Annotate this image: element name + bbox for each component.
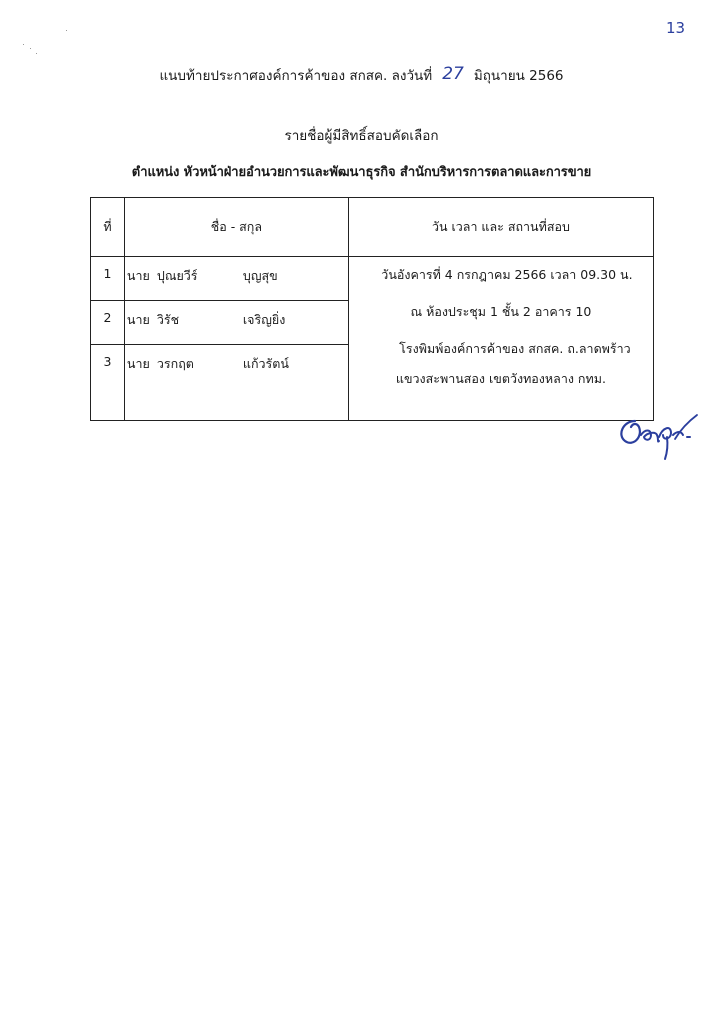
document-title: รายชื่อผู้มีสิทธิ์สอบคัดเลือก <box>284 128 439 144</box>
exam-building: โรงพิมพ์องค์การค้าของ สกสค. ถ.ลาดพร้าว <box>399 341 631 356</box>
name-prefix: นาย <box>126 268 150 283</box>
announcement-day: 27 <box>442 64 464 84</box>
scan-speck <box>66 30 67 31</box>
table-row <box>91 257 654 301</box>
signature-icon <box>613 407 703 463</box>
table-header-row <box>91 198 654 257</box>
name-prefix: นาย <box>126 312 150 327</box>
candidate-name <box>124 345 348 421</box>
annex-text: แนบท้ายประกาศองค์การค้าของ สกสค. ลงวันที่ <box>159 68 433 84</box>
name-prefix: นาย <box>126 356 150 371</box>
page-number: 13 <box>666 19 686 37</box>
candidate-name <box>124 301 348 345</box>
candidate-table <box>90 197 654 421</box>
last-name: แก้วรัตน์ <box>242 356 289 371</box>
first-name: วรกฤต <box>156 356 194 371</box>
annex-header <box>0 64 723 86</box>
row-number: 1 <box>91 257 125 301</box>
first-name: ปุณยวีร์ <box>156 268 198 283</box>
header-name: ชื่อ - สกุล <box>124 198 348 257</box>
header-no: ที่ <box>91 198 125 257</box>
position-title: ตำแหน่ง หัวหน้าฝ่ายอำนวยการและพัฒนาธุรกิจ สำนักบริหารการตลาดและการขาย <box>131 165 592 180</box>
scan-speck <box>30 48 31 49</box>
exam-date-time: วันอังคารที่ 4 กรกฎาคม 2566 เวลา 09.30 น. <box>381 267 633 282</box>
last-name: เจริญยิ่ง <box>242 312 286 327</box>
row-number: 2 <box>91 301 125 345</box>
exam-district: แขวงสะพานสอง เขตวังทองหลาง กทม. <box>395 371 606 386</box>
exam-details <box>348 257 653 421</box>
exam-room: ณ ห้องประชุม 1 ชั้น 2 อาคาร 10 <box>410 304 592 319</box>
row-number: 3 <box>91 345 125 421</box>
last-name: บุญสุข <box>242 268 278 283</box>
first-name: วิรัช <box>156 312 180 327</box>
candidate-name <box>124 257 348 301</box>
announcement-month-year: มิถุนายน 2566 <box>473 68 564 84</box>
header-exam: วัน เวลา และ สถานที่สอบ <box>348 198 653 257</box>
scan-speck <box>36 53 37 54</box>
scan-speck <box>23 44 24 45</box>
